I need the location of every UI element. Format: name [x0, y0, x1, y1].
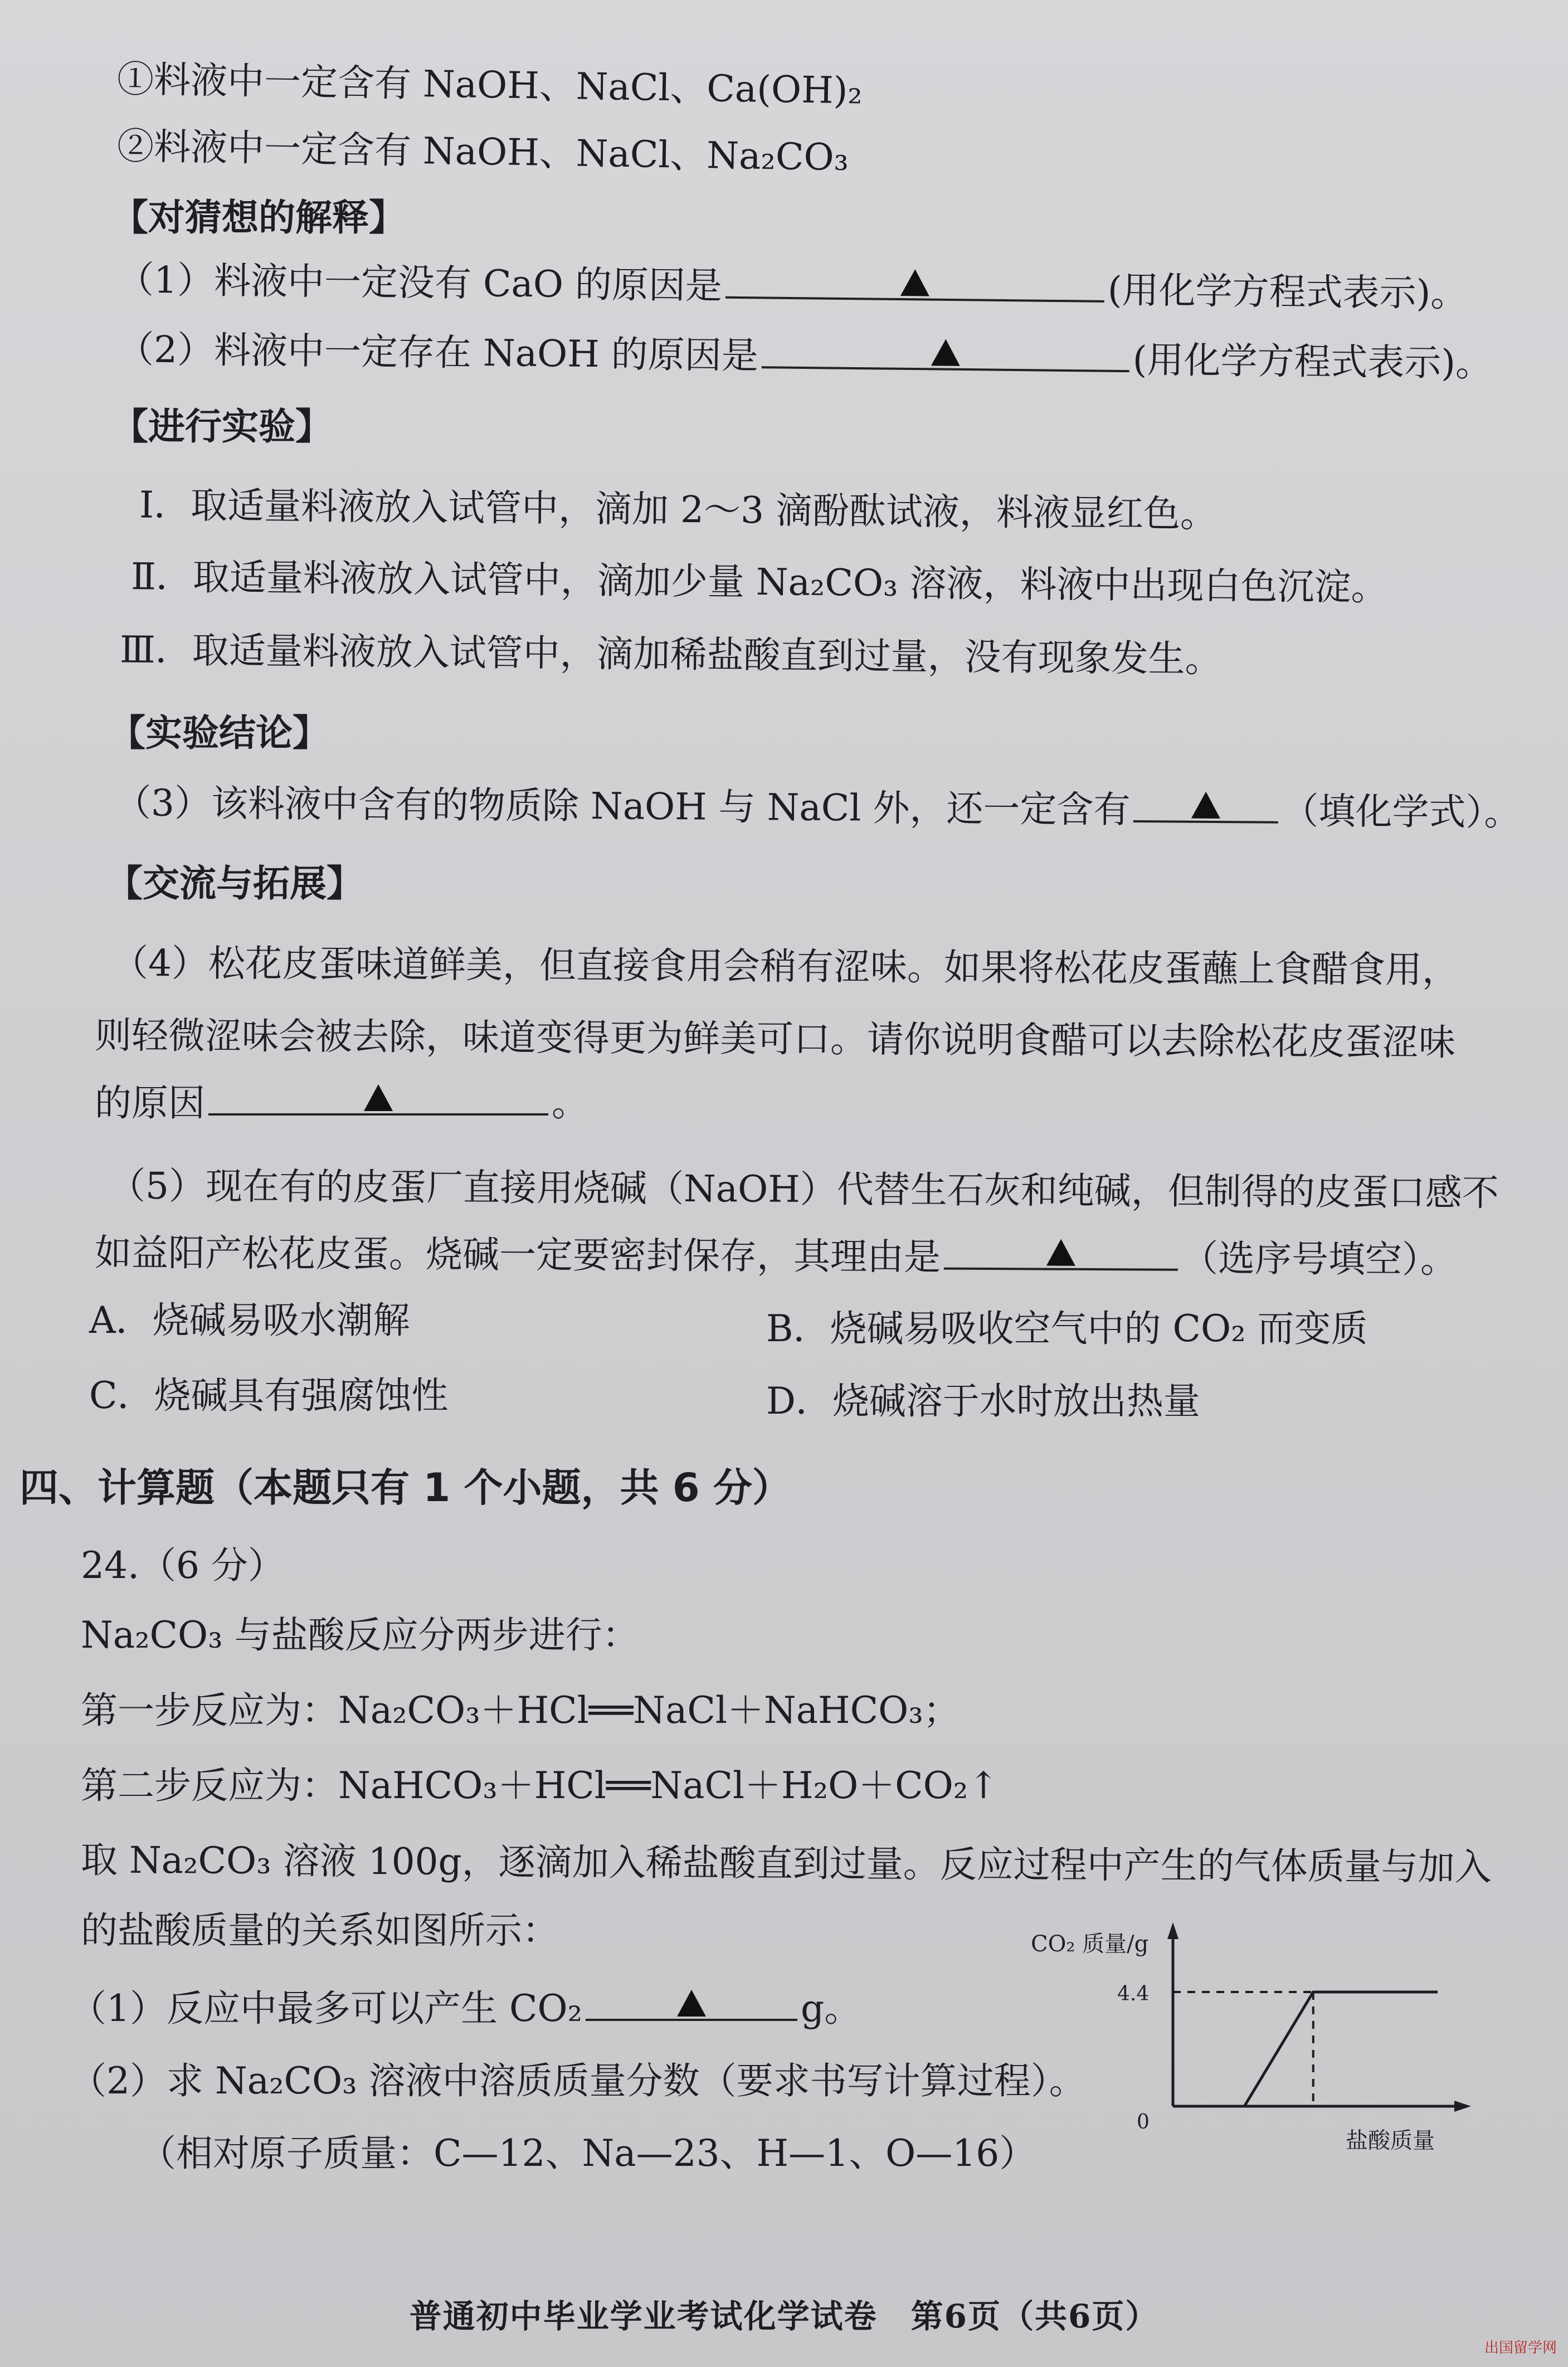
question-2-note: (用化学方程式表示)。: [1132, 338, 1493, 385]
triangle-icon: [1191, 792, 1220, 819]
answer-blank-4[interactable]: [208, 1080, 548, 1116]
step-2: Ⅱ．取适量料液放入试管中，滴加少量 Na₂CO₃ 溶液，料液中出现白色沉淀。: [130, 555, 1388, 609]
answer-blank-1[interactable]: [725, 263, 1105, 303]
page-footer: 普通初中毕业学业考试化学试卷 第6页（共6页）: [409, 2297, 1159, 2335]
section-explanation: 【对猜想的解释】: [111, 196, 406, 239]
question-5b: [95, 1228, 1457, 1285]
atomic-masses: （相对原子质量：C—12、Na—23、H—1、O—16）: [139, 2132, 1036, 2175]
calc-line-1: Na₂CO₃ 与盐酸反应分两步进行：: [81, 1614, 639, 1657]
question-5a: （5）现在有的皮蛋厂直接用烧碱（NaOH）代替生石灰和纯碱，但制得的皮蛋口感不: [108, 1164, 1499, 1215]
chart-ylabel: CO₂ 质量/g: [1031, 1931, 1149, 1957]
chart-x-arrow: [1454, 2101, 1471, 2112]
question-4b: 则轻微涩味会被去除，味道变得更为鲜美可口。请你说明食醋可以去除松花皮蛋涩味: [94, 1014, 1456, 1064]
section-conclusion: 【实验结论】: [109, 711, 329, 754]
co2-chart: [1025, 1917, 1482, 2162]
co2-series-line: [1244, 1992, 1438, 2106]
answer-blank-6[interactable]: [586, 1985, 797, 2021]
question-1-note: (用化学方程式表示)。: [1107, 268, 1468, 315]
chart-origin: 0: [1137, 2111, 1150, 2134]
question-4-text: 的原因: [95, 1082, 205, 1124]
option-d: D．烧碱溶于水时放出热量: [766, 1380, 1200, 1423]
answer-blank-3[interactable]: [1133, 787, 1278, 824]
guess-1: ①料液中一定含有 NaOH、NaCl、Ca(OH)₂: [116, 57, 863, 113]
calc-line-3: 第二步反应为：NaHCO₃＋HCl══NaCl＋H₂O＋CO₂↑: [81, 1764, 999, 1807]
section-four-heading: 四、计算题（本题只有 1 个小题，共 6 分）: [20, 1465, 791, 1511]
triangle-icon: [364, 1084, 393, 1111]
question-5-text: 如益阳产松花皮蛋。烧碱一定要密封保存，其理由是: [94, 1231, 941, 1279]
calc-question-2: （2）求 Na₂CO₃ 溶液中溶质质量分数（要求书写计算过程）。: [70, 2059, 1086, 2102]
guess-2: ②料液中一定含有 NaOH、NaCl、Na₂CO₃: [116, 124, 849, 179]
problem-24-number: 24.（6 分）: [81, 1544, 285, 1587]
calc-question-1-text: （1）反应中最多可以产生 CO₂: [70, 1987, 583, 2030]
option-b: B．烧碱易吸收空气中的 CO₂ 而变质: [766, 1307, 1368, 1350]
watermark: 出国留学网: [1484, 2340, 1557, 2356]
calc-line-5: 的盐酸质量的关系如图所示：: [81, 1909, 559, 1952]
question-3: [114, 778, 1521, 838]
chart-y-arrow: [1167, 1922, 1179, 1939]
option-c: C．烧碱具有强腐蚀性: [89, 1374, 449, 1417]
option-a: A．烧碱易吸水潮解: [89, 1299, 410, 1342]
calc-line-4: 取 Na₂CO₃ 溶液 100g，逐滴加入稀盐酸直到过量。反应过程中产生的气体质量与加入: [80, 1838, 1492, 1889]
triangle-icon: [677, 1990, 706, 2017]
question-4a: （4）松花皮蛋味道鲜美，但直接食用会稍有涩味。如果将松花皮蛋蘸上食醋食用，: [111, 941, 1459, 992]
section-experiment: 【进行实验】: [111, 405, 332, 448]
triangle-icon: [900, 269, 929, 296]
chart-xlabel: 盐酸质量: [1346, 2128, 1435, 2154]
question-3-note: （填化学式）。: [1282, 789, 1521, 834]
question-1: [117, 255, 1468, 319]
question-2-text: （2）料液中一定存在 NaOH 的原因是: [116, 328, 759, 378]
question-3-text: （3）该料液中含有的物质除 NaOH 与 NaCl 外，还一定含有: [114, 781, 1131, 831]
calc-question-1-unit: g。: [801, 1987, 861, 2030]
question-1-text: （1）料液中一定没有 CaO 的原因是: [116, 258, 723, 308]
section-extension: 【交流与拓展】: [106, 861, 363, 905]
chart-marks: [1173, 1992, 1438, 2106]
step-3: Ⅲ．取适量料液放入试管中，滴加稀盐酸直到过量，没有现象发生。: [119, 628, 1222, 681]
calc-line-2: 第一步反应为：Na₂CO₃＋HCl══NaCl＋NaHCO₃；: [81, 1689, 960, 1732]
chart-ytick: 4.4: [1117, 1983, 1150, 2005]
triangle-icon: [1046, 1239, 1075, 1266]
question-5-note: （选序号填空）。: [1181, 1236, 1458, 1282]
question-4c: [95, 1078, 588, 1128]
answer-blank-2[interactable]: [761, 333, 1129, 372]
question-4-end: 。: [552, 1082, 588, 1124]
question-2: [117, 324, 1493, 389]
triangle-icon: [931, 339, 960, 366]
calc-question-1: [70, 1984, 861, 2034]
step-1: Ⅰ．取适量料液放入试管中，滴加 2～3 滴酚酞试液，料液显红色。: [139, 483, 1218, 536]
answer-blank-5[interactable]: [944, 1234, 1178, 1271]
